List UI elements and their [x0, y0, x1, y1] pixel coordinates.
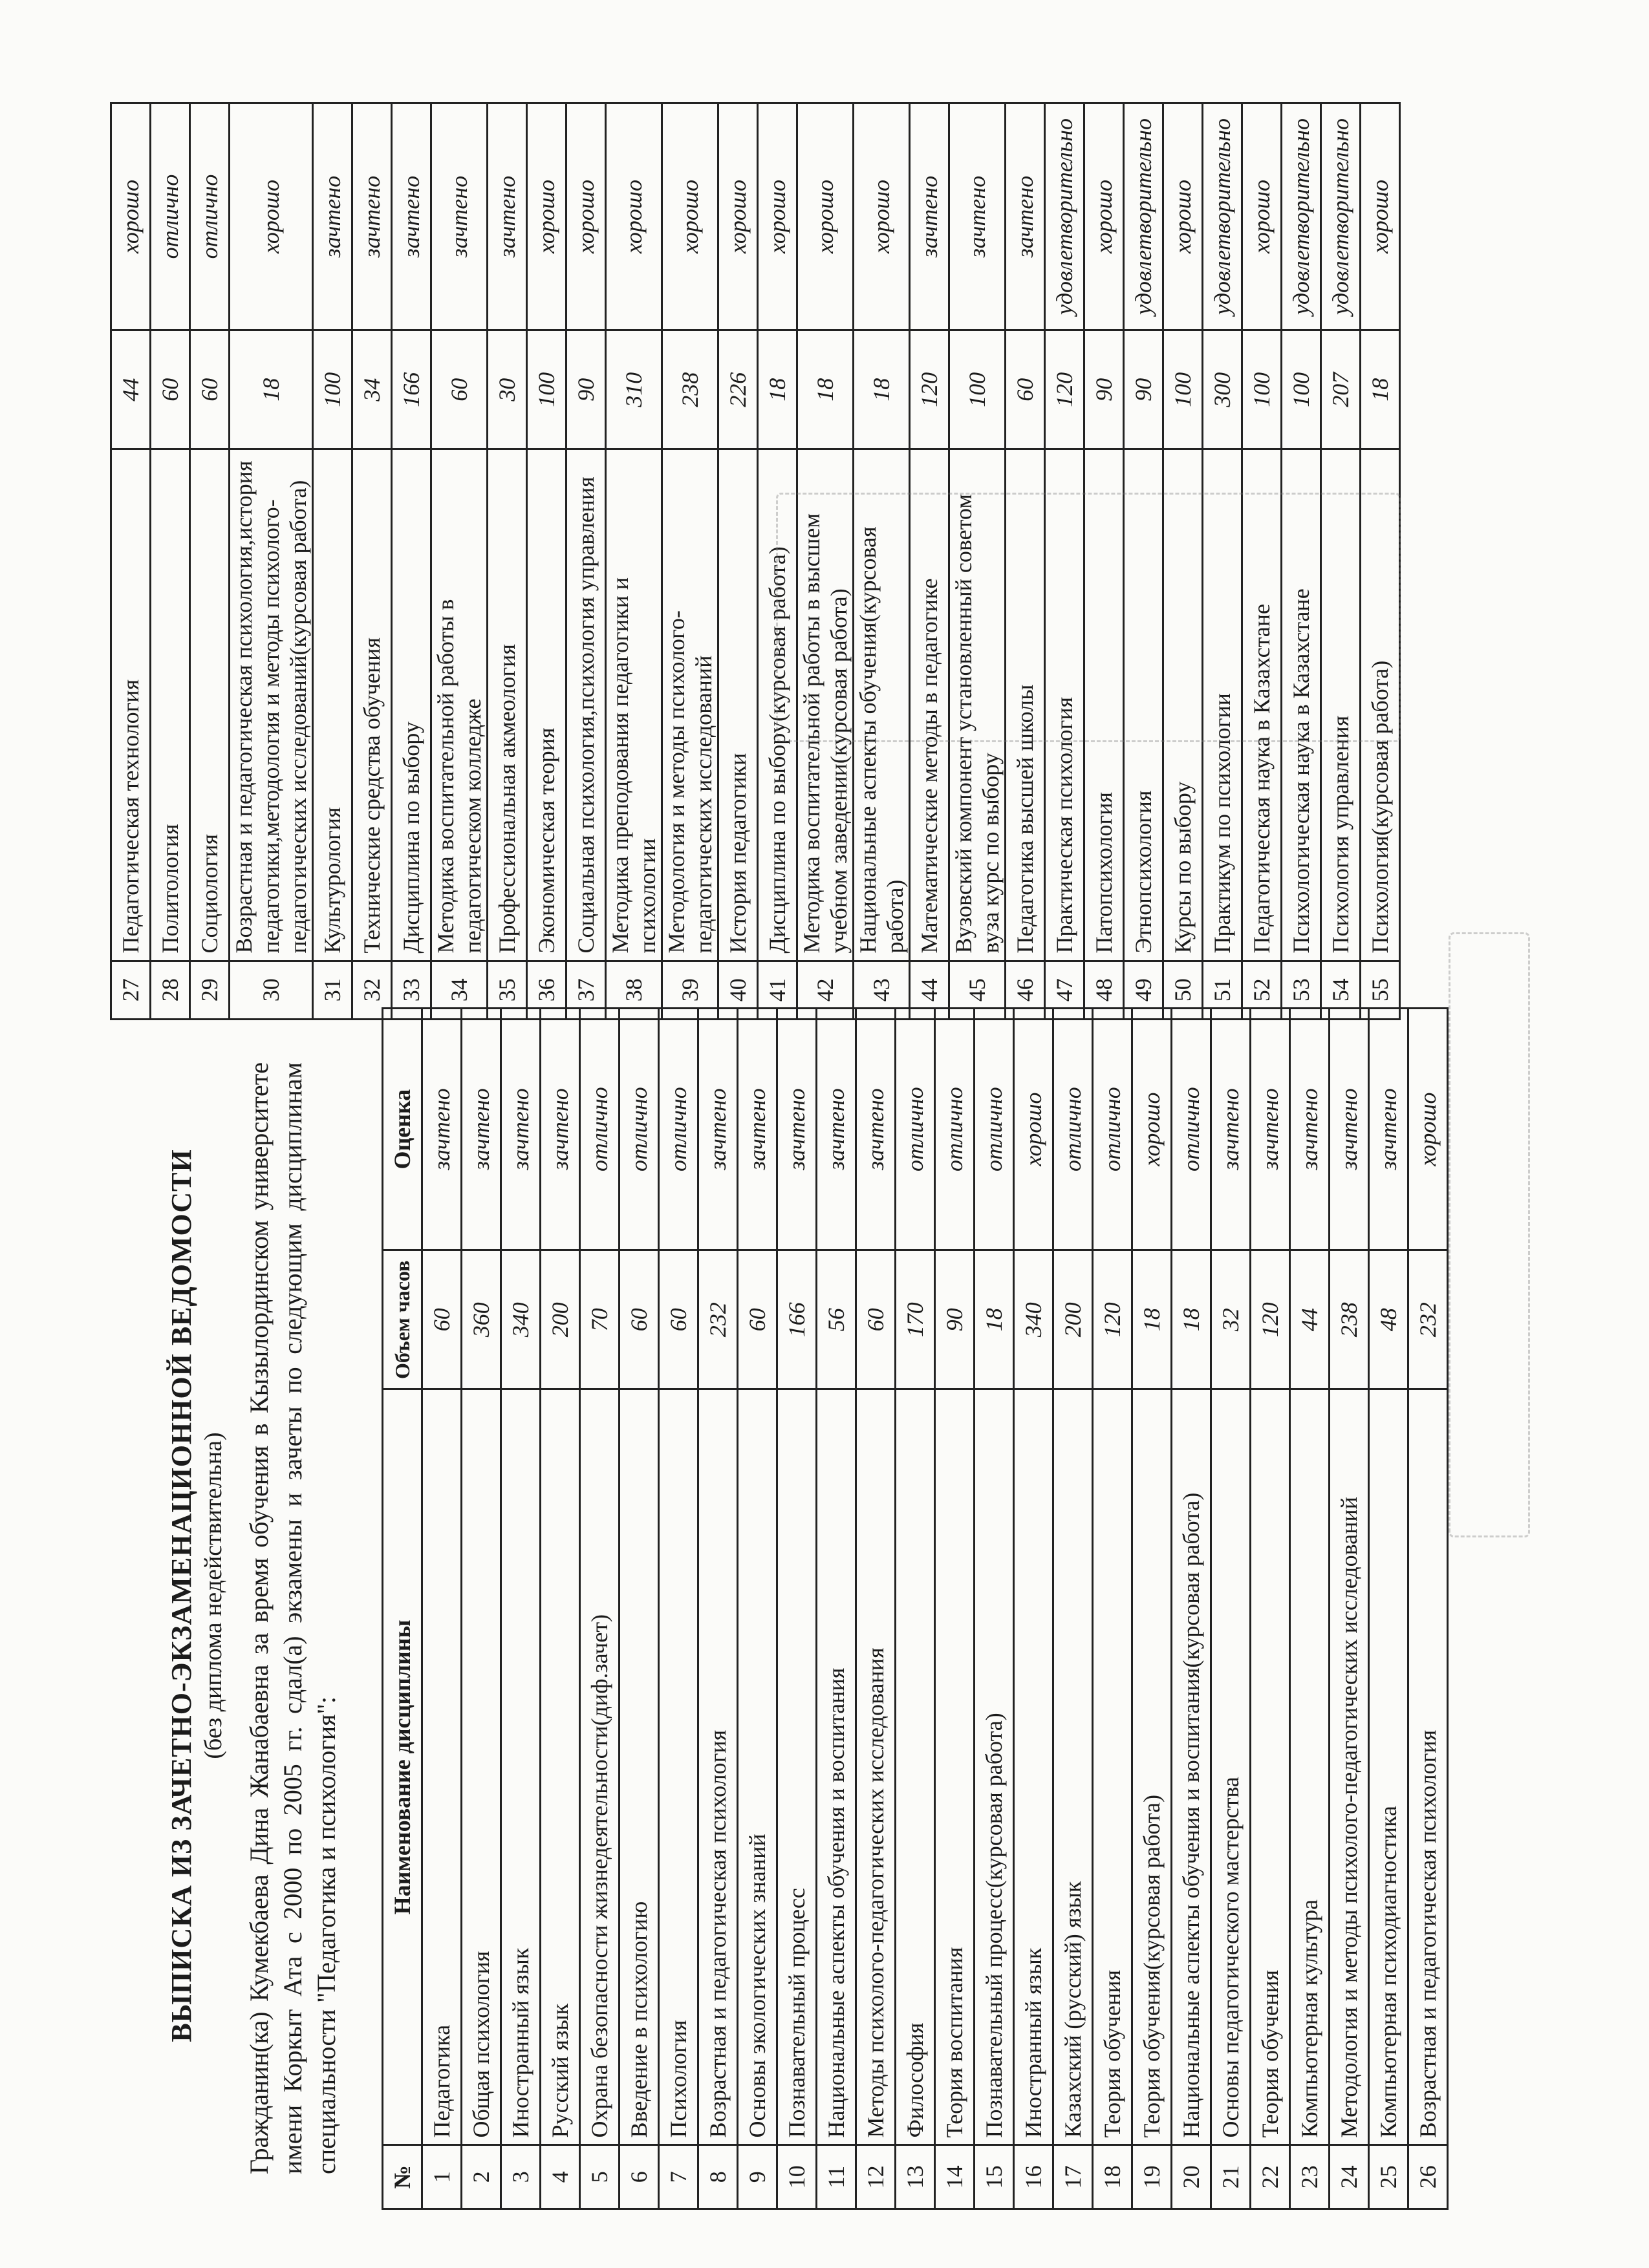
row-number: 33 [392, 961, 431, 1019]
table-row [501, 1009, 541, 2209]
row-grade: зачтено [313, 103, 352, 330]
row-discipline: Теория обучения [1093, 1389, 1132, 2145]
row-hours: 238 [1330, 1250, 1369, 1389]
row-grade: хорошо [566, 103, 606, 330]
row-discipline: Общая психология [462, 1389, 501, 2145]
row-discipline: Методика воспитательной работы в педагогическом колледже [431, 449, 488, 961]
table-row [541, 1009, 580, 2209]
row-hours: 360 [462, 1250, 501, 1389]
row-hours: 90 [935, 1250, 975, 1389]
col-name-header: Наименование дисциплины [383, 1389, 422, 2145]
row-hours: 90 [566, 330, 606, 449]
row-discipline: Методология и методы психолого-педагогических исследований [662, 449, 718, 961]
row-hours: 340 [1014, 1250, 1053, 1389]
row-hours: 60 [620, 1250, 659, 1389]
table-row [975, 1009, 1014, 2209]
row-hours: 60 [151, 330, 190, 449]
intro-paragraph: Гражданин(ка) Кумекбаева Дина Жанабаевна за время обучения в Кызылординском университете имени Коркыт Ата с 2000 по 2005 гг. сдал(а) экзамены и зачеты по следующим дисциплинам специальности "Педагогика и психология": [244, 1062, 341, 2174]
row-grade: хорошо [606, 103, 662, 330]
row-grade: отлично [1093, 1009, 1132, 1250]
row-number: 3 [501, 2145, 541, 2209]
row-number: 35 [488, 961, 527, 1019]
row-hours: 32 [1211, 1250, 1251, 1389]
row-discipline: Методика преподования педагогики и психологии [606, 449, 662, 961]
table-row [606, 103, 662, 1020]
row-hours: 200 [1053, 1250, 1093, 1389]
row-number: 23 [1290, 2145, 1330, 2209]
row-discipline: Введение в психологию [620, 1389, 659, 2145]
row-number: 49 [1124, 961, 1163, 1019]
row-discipline: Психологическая наука в Казахстане [1282, 449, 1321, 961]
table-row [1408, 1009, 1448, 2209]
table-row [1014, 1009, 1053, 2209]
row-discipline: Методика воспитательной работы в высшем учебном заведении(курсовая работа) [797, 449, 854, 961]
table-row [1251, 1009, 1290, 2209]
row-number: 8 [698, 2145, 738, 2209]
row-number: 16 [1014, 2145, 1053, 2209]
row-number: 50 [1163, 961, 1203, 1019]
row-number: 30 [230, 961, 313, 1019]
row-number: 41 [758, 961, 797, 1019]
row-hours: 166 [777, 1250, 817, 1389]
row-hours: 120 [1093, 1250, 1132, 1389]
row-grade: зачтено [856, 1009, 896, 1250]
row-grade: зачтено [910, 103, 949, 330]
row-number: 27 [111, 961, 151, 1019]
row-discipline: Педагогика высшей школы [1006, 449, 1045, 961]
row-grade: отлично [1053, 1009, 1093, 1250]
row-number: 17 [1053, 2145, 1093, 2209]
row-number: 7 [659, 2145, 698, 2209]
row-hours: 90 [1084, 330, 1124, 449]
row-discipline: Этнопсихология [1124, 449, 1163, 961]
table-row [1132, 1009, 1172, 2209]
row-hours: 70 [580, 1250, 620, 1389]
table-row [662, 103, 718, 1020]
row-hours: 310 [606, 330, 662, 449]
row-hours: 90 [1124, 330, 1163, 449]
row-hours: 60 [190, 330, 230, 449]
row-grade: отлично [620, 1009, 659, 1250]
row-hours: 48 [1369, 1250, 1408, 1389]
table-header-row [383, 1009, 422, 2209]
row-discipline: Национальные аспекты обучения(курсовая работа) [854, 449, 910, 961]
row-grade: отлично [151, 103, 190, 330]
row-grade: хорошо [1163, 103, 1203, 330]
row-hours: 100 [1282, 330, 1321, 449]
row-discipline: Дисциплина по выбору(курсовая работа) [758, 449, 797, 961]
row-discipline: Познавательный процесс [777, 1389, 817, 2145]
row-number: 39 [662, 961, 718, 1019]
row-grade: удовлетворительно [1321, 103, 1361, 330]
row-grade: отлично [896, 1009, 935, 1250]
row-grade: отлично [190, 103, 230, 330]
row-grade: зачтено [352, 103, 392, 330]
row-number: 28 [151, 961, 190, 1019]
table-row [230, 103, 313, 1020]
row-discipline: Математические методы в педагогике [910, 449, 949, 961]
row-number: 52 [1242, 961, 1282, 1019]
row-grade: хорошо [718, 103, 758, 330]
row-discipline: Социология [190, 449, 230, 961]
table-row [462, 1009, 501, 2209]
row-number: 36 [527, 961, 566, 1019]
row-discipline: История педагогики [718, 449, 758, 961]
row-grade: удовлетворительно [1282, 103, 1321, 330]
row-discipline: Психология(курсовая работа) [1361, 449, 1400, 961]
row-number: 15 [975, 2145, 1014, 2209]
table-row [698, 1009, 738, 2209]
row-discipline: Теория обучения(курсовая работа) [1132, 1389, 1172, 2145]
row-discipline: Возрастная и педагогическая психология [698, 1389, 738, 2145]
table-row [1211, 1009, 1251, 2209]
row-grade: зачтено [1290, 1009, 1330, 1250]
table-row [190, 103, 230, 1020]
table-row [431, 103, 488, 1020]
row-discipline: Психология [659, 1389, 698, 2145]
table-row [1172, 1009, 1211, 2209]
row-number: 12 [856, 2145, 896, 2209]
row-discipline: Теория воспитания [935, 1389, 975, 2145]
row-discipline: Технические средства обучения [352, 449, 392, 961]
row-hours: 18 [758, 330, 797, 449]
row-discipline: Дисциплина по выбору [392, 449, 431, 961]
row-grade: удовлетворительно [1203, 103, 1242, 330]
row-number: 31 [313, 961, 352, 1019]
row-grade: хорошо [1132, 1009, 1172, 1250]
row-number: 38 [606, 961, 662, 1019]
row-hours: 18 [1172, 1250, 1211, 1389]
table-row [896, 1009, 935, 2209]
left-rows [422, 1009, 1448, 2209]
row-number: 34 [431, 961, 488, 1019]
table-row [620, 1009, 659, 2209]
row-discipline: Курсы по выбору [1163, 449, 1203, 961]
row-discipline: Психология управления [1321, 449, 1361, 961]
row-grade: хорошо [1408, 1009, 1448, 1250]
row-hours: 44 [1290, 1250, 1330, 1389]
row-grade: удовлетворительно [1045, 103, 1084, 330]
row-grade: отлично [1172, 1009, 1211, 1250]
row-grade: зачтено [462, 1009, 501, 1250]
row-hours: 226 [718, 330, 758, 449]
row-grade: хорошо [1242, 103, 1282, 330]
row-grade: зачтено [392, 103, 431, 330]
row-number: 6 [620, 2145, 659, 2209]
row-number: 13 [896, 2145, 935, 2209]
row-hours: 238 [662, 330, 718, 449]
row-grade: хорошо [797, 103, 854, 330]
row-number: 42 [797, 961, 854, 1019]
row-hours: 207 [1321, 330, 1361, 449]
col-hours-header: Объем часов [383, 1250, 422, 1389]
row-discipline: Возрастная и педагогическая психология [1408, 1389, 1448, 2145]
table-row [1053, 1009, 1093, 2209]
row-grade: хорошо [527, 103, 566, 330]
document-title: ВЫПИСКА ИЗ ЗАЧЕТНО-ЭКЗАМЕНАЦИОННОЙ ВЕДОМОСТИ [166, 1149, 197, 2042]
row-number: 21 [1211, 2145, 1251, 2209]
row-grade: отлично [659, 1009, 698, 1250]
row-discipline: Культурология [313, 449, 352, 961]
row-discipline: Казахский (русский) язык [1053, 1389, 1093, 2145]
row-hours: 300 [1203, 330, 1242, 449]
row-hours: 60 [856, 1250, 896, 1389]
row-discipline: Практикум по психологии [1203, 449, 1242, 961]
row-discipline: Профессиональная акмеология [488, 449, 527, 961]
row-number: 2 [462, 2145, 501, 2209]
row-grade: хорошо [111, 103, 151, 330]
row-number: 46 [1006, 961, 1045, 1019]
row-number: 22 [1251, 2145, 1290, 2209]
row-hours: 200 [541, 1250, 580, 1389]
row-grade: удовлетворительно [1124, 103, 1163, 330]
table-row [1290, 1009, 1330, 2209]
row-discipline: Познавательный процесс(курсовая работа) [975, 1389, 1014, 2145]
row-number: 10 [777, 2145, 817, 2209]
row-grade: зачтено [777, 1009, 817, 1250]
row-hours: 232 [698, 1250, 738, 1389]
row-hours: 30 [488, 330, 527, 449]
row-grade: хорошо [662, 103, 718, 330]
row-grade: хорошо [1084, 103, 1124, 330]
row-number: 29 [190, 961, 230, 1019]
row-grade: зачтено [422, 1009, 462, 1250]
row-discipline: Педагогическая технология [111, 449, 151, 961]
row-grade: отлично [975, 1009, 1014, 1250]
row-number: 9 [738, 2145, 777, 2209]
row-discipline: Русский язык [541, 1389, 580, 2145]
row-discipline: Политология [151, 449, 190, 961]
row-hours: 120 [1045, 330, 1084, 449]
table-row [738, 1009, 777, 2209]
table-row [718, 103, 758, 1020]
row-grade: хорошо [758, 103, 797, 330]
row-discipline: Практическая психология [1045, 449, 1084, 961]
row-hours: 60 [1006, 330, 1045, 449]
row-hours: 18 [230, 330, 313, 449]
table-row [1330, 1009, 1369, 2209]
row-hours: 60 [659, 1250, 698, 1389]
row-discipline: Национальные аспекты обучения и воспитания(курсовая работа) [1172, 1389, 1211, 2145]
row-grade: хорошо [854, 103, 910, 330]
row-hours: 18 [975, 1250, 1014, 1389]
row-discipline: Иностранный язык [501, 1389, 541, 2145]
table-row [488, 103, 527, 1020]
table-row [566, 103, 606, 1020]
row-number: 4 [541, 2145, 580, 2209]
row-hours: 170 [896, 1250, 935, 1389]
row-number: 32 [352, 961, 392, 1019]
row-hours: 44 [111, 330, 151, 449]
row-grade: зачтено [1369, 1009, 1408, 1250]
row-discipline: Педагогическая наука в Казахстане [1242, 449, 1282, 961]
row-discipline: Патопсихология [1084, 449, 1124, 961]
row-grade: зачтено [738, 1009, 777, 1250]
row-discipline: Охрана безопасности жизнедеятельности(диф.зачет) [580, 1389, 620, 2145]
row-number: 44 [910, 961, 949, 1019]
row-grade: отлично [935, 1009, 975, 1250]
row-hours: 60 [738, 1250, 777, 1389]
row-grade: хорошо [1014, 1009, 1053, 1250]
row-discipline: Методология и методы психолого-педагогических исследований [1330, 1389, 1369, 2145]
row-hours: 166 [392, 330, 431, 449]
row-discipline: Педагогика [422, 1389, 462, 2145]
row-hours: 232 [1408, 1250, 1448, 1389]
row-number: 55 [1361, 961, 1400, 1019]
row-discipline: Вузовский компонент установленный советом вуза курс по выбору [949, 449, 1006, 961]
row-number: 20 [1172, 2145, 1211, 2209]
row-grade: зачтено [817, 1009, 856, 1250]
row-grade: зачтено [541, 1009, 580, 1250]
row-discipline: Компьютерная культура [1290, 1389, 1330, 2145]
row-hours: 34 [352, 330, 392, 449]
row-hours: 100 [527, 330, 566, 449]
row-hours: 18 [1361, 330, 1400, 449]
row-number: 45 [949, 961, 1006, 1019]
row-discipline: Экономическая теория [527, 449, 566, 961]
table-row [313, 103, 352, 1020]
row-discipline: Основы экологических знаний [738, 1389, 777, 2145]
row-hours: 60 [422, 1250, 462, 1389]
row-discipline: Теория обучения [1251, 1389, 1290, 2145]
row-discipline: Основы педагогического мастерства [1211, 1389, 1251, 2145]
row-hours: 100 [1163, 330, 1203, 449]
row-number: 53 [1282, 961, 1321, 1019]
row-grade: зачтено [488, 103, 527, 330]
row-grade: зачтено [431, 103, 488, 330]
row-hours: 100 [949, 330, 1006, 449]
row-grade: отлично [580, 1009, 620, 1250]
table-row [777, 1009, 817, 2209]
row-number: 37 [566, 961, 606, 1019]
col-num-header: № [383, 2145, 422, 2209]
row-discipline: Национальные аспекты обучения и воспитания [817, 1389, 856, 2145]
table-row [856, 1009, 896, 2209]
row-hours: 60 [431, 330, 488, 449]
row-discipline: Возрастная и педагогическая психология,история педагогики,методология и методы психолого-педагогических исследований(курсовая работа) [230, 449, 313, 961]
table-row [935, 1009, 975, 2209]
stamp-mark [776, 493, 1401, 742]
table-row [422, 1009, 462, 2209]
stamp-mark [1449, 932, 1530, 1537]
row-grade: зачтено [501, 1009, 541, 1250]
row-number: 14 [935, 2145, 975, 2209]
row-discipline: Методы психолого-педагогических исследования [856, 1389, 896, 2145]
row-discipline: Философия [896, 1389, 935, 2145]
table-row [1369, 1009, 1408, 2209]
row-number: 43 [854, 961, 910, 1019]
row-grade: зачтено [698, 1009, 738, 1250]
row-grade: зачтено [1251, 1009, 1290, 1250]
row-grade: хорошо [1361, 103, 1400, 330]
row-discipline: Иностранный язык [1014, 1389, 1053, 2145]
document-subtitle: (без диплома недействительна) [200, 1432, 227, 1759]
row-hours: 100 [313, 330, 352, 449]
col-grade-header: Оценка [383, 1009, 422, 1250]
row-hours: 18 [797, 330, 854, 449]
row-number: 1 [422, 2145, 462, 2209]
row-number: 40 [718, 961, 758, 1019]
row-number: 19 [1132, 2145, 1172, 2209]
row-grade: хорошо [230, 103, 313, 330]
grades-table-left [382, 1007, 1449, 2210]
row-hours: 100 [1242, 330, 1282, 449]
table-row [111, 103, 151, 1020]
row-number: 25 [1369, 2145, 1408, 2209]
row-hours: 56 [817, 1250, 856, 1389]
table-row [580, 1009, 620, 2209]
row-number: 48 [1084, 961, 1124, 1019]
row-hours: 120 [910, 330, 949, 449]
row-number: 51 [1203, 961, 1242, 1019]
row-hours: 18 [1132, 1250, 1172, 1389]
row-grade: зачтено [1006, 103, 1045, 330]
row-number: 24 [1330, 2145, 1369, 2209]
table-row [151, 103, 190, 1020]
row-number: 54 [1321, 961, 1361, 1019]
row-hours: 340 [501, 1250, 541, 1389]
table-row [659, 1009, 698, 2209]
row-discipline: Социальная психология,психология управления [566, 449, 606, 961]
row-grade: зачтено [1330, 1009, 1369, 1250]
row-grade: зачтено [949, 103, 1006, 330]
row-number: 5 [580, 2145, 620, 2209]
table-row [817, 1009, 856, 2209]
row-number: 11 [817, 2145, 856, 2209]
row-grade: зачтено [1211, 1009, 1251, 1250]
row-number: 47 [1045, 961, 1084, 1019]
row-number: 26 [1408, 2145, 1448, 2209]
table-row [1093, 1009, 1132, 2209]
row-hours: 120 [1251, 1250, 1290, 1389]
table-row [392, 103, 431, 1020]
row-hours: 18 [854, 330, 910, 449]
table-row [527, 103, 566, 1020]
table-row [352, 103, 392, 1020]
row-discipline: Компьютерная психодиагностика [1369, 1389, 1408, 2145]
row-number: 18 [1093, 2145, 1132, 2209]
